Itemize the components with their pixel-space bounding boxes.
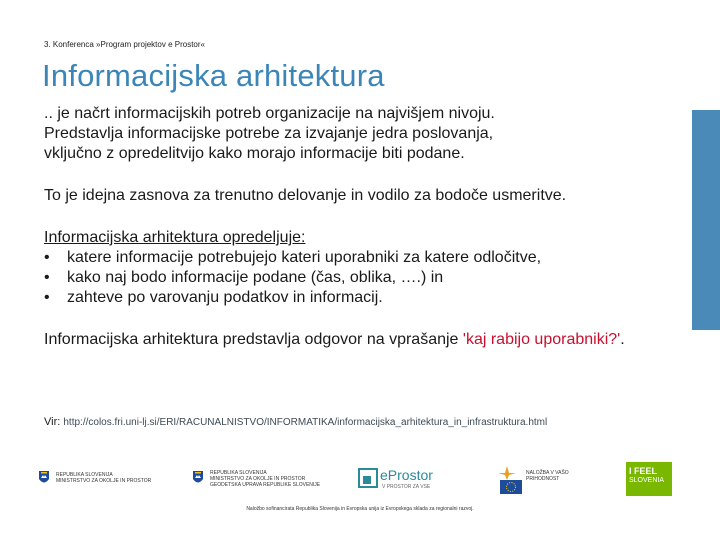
ministry-logo xyxy=(38,462,158,496)
bullet-icon: • xyxy=(44,249,50,266)
gurs-logo-line2: MINISTRSTVO ZA OKOLJE IN PROSTOR xyxy=(210,476,306,482)
eprostor-logo-tagline: V PROSTOR ZA VSE xyxy=(382,484,431,490)
intro-line-1: .. je načrt informacijskih potreb organizacije na najvišjem nivoju. xyxy=(44,105,495,122)
slide-body xyxy=(44,104,684,350)
source-citation xyxy=(44,416,547,428)
list-heading: Informacijska arhitektura opredeljuje: xyxy=(44,229,306,246)
eprostor-logo xyxy=(358,462,448,496)
gurs-logo-line1: REPUBLIKA SLOVENIJA xyxy=(210,470,267,476)
footer-logos xyxy=(0,462,720,496)
list-item xyxy=(44,268,684,288)
intro-line-2: Predstavlja informacijske potrebe za izvajanje jedra poslovanja, xyxy=(44,125,494,142)
list-item-text: katere informacije potrebujejo kateri uporabniki za katere odločitve, xyxy=(67,249,542,266)
list-item xyxy=(44,288,684,308)
vision-line: To je idejna zasnova za trenutno delovanje in vodilo za bodoče usmeritve. xyxy=(44,187,567,204)
answer-suffix: . xyxy=(620,331,625,348)
gurs-logo-line3: GEODETSKA UPRAVA REPUBLIKE SLOVENIJE xyxy=(210,482,321,488)
answer-prefix: Informacijska arhitektura predstavlja odgovor na vprašanje xyxy=(44,331,463,348)
coat-of-arms-icon xyxy=(192,470,204,486)
cofinancing-footnote: Naložbo sofinancirata Republika Slovenija in Evropska unija iz Evropskega sklada za regionalni razvoj. xyxy=(246,506,474,512)
ministry-logo-line1: REPUBLIKA SLOVENIJA xyxy=(56,472,113,478)
answer-highlight: 'kaj rabijo uporabniki?' xyxy=(462,331,621,348)
coat-of-arms-icon xyxy=(38,470,50,486)
eu-logo-text: NALOŽBA V VAŠO PRIHODNOST xyxy=(526,470,569,482)
gurs-logo xyxy=(192,462,322,496)
list-item xyxy=(44,248,684,268)
definition-list xyxy=(44,248,684,308)
list-item-text: kako naj bodo informacije podane (čas, oblika, ….) in xyxy=(67,269,444,286)
list-item-text: zahteve po varovanju podatkov in informacij. xyxy=(67,289,383,306)
intro-line-3: vključno z opredelitvijo kako morajo informacije biti podane. xyxy=(44,145,465,162)
ifeel-logo-line2: SLOVENIA xyxy=(629,477,665,484)
eprostor-logo-name: eProstor xyxy=(380,467,433,483)
ministry-logo-line2: MINISTRSTVO ZA OKOLJE IN PROSTOR xyxy=(56,478,152,484)
ifeel-slovenia-logo xyxy=(626,462,672,496)
bullet-icon: • xyxy=(44,269,50,286)
conference-label: 3. Konferenca »Program projektov e Prostor« xyxy=(44,40,205,49)
answer-paragraph xyxy=(44,330,684,350)
eu-compass-icon xyxy=(498,466,516,480)
source-label: Vir: xyxy=(44,416,61,428)
ifeel-logo-line1: I FEEL xyxy=(629,466,658,476)
eprostor-icon xyxy=(358,468,378,488)
source-url-link[interactable]: http://colos.fri.uni-lj.si/ERI/RACUNALNISTVO/INFORMATIKA/informacijska_arhitektura_in_infrastruktura.html xyxy=(63,417,548,428)
eu-fund-logo xyxy=(498,462,578,496)
eu-flag-icon xyxy=(500,480,522,494)
slide-title: Informacijska arhitektura xyxy=(42,58,385,93)
accent-side-bar xyxy=(692,110,720,330)
bullet-icon: • xyxy=(44,289,50,306)
